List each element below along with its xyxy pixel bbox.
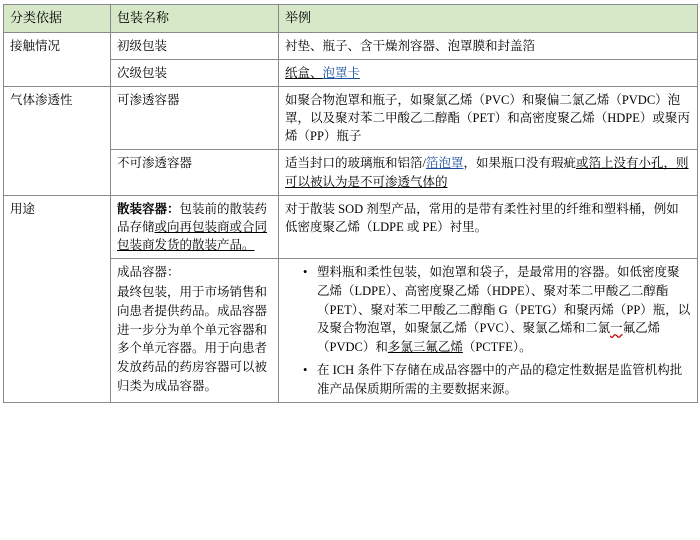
package-name-secondary: 次级包装 [111,59,279,86]
column-header-category: 分类依据 [4,5,111,33]
bulk-container-desc-1: 包装前的散装药品存储 [117,201,268,234]
example-finished-container [279,259,698,403]
column-header-example: 举例 [279,5,698,33]
example-secondary-part-1: 纸盒、 [285,65,323,80]
package-name-impermeable: 不可渗透容器 [111,150,279,195]
package-name-permeable: 可渗透容器 [111,87,279,150]
bullet1-part-2: 一 [610,321,623,336]
list-item [303,361,691,399]
example-permeable: 如聚合物泡罩和瓶子，如聚氯乙烯（PVC）和聚偏二氯乙烯（PVDC）泡罩，以及聚对苯二甲酸乙二醇酯（PET）和高密度聚乙烯（HDPE）或聚丙烯（PP）瓶子 [279,87,698,150]
example-impermeable-part-1: 适当封口的玻璃瓶和铝箔/ [285,156,426,171]
bullet1-part-3: 氟乙烯（PVDC）和 [317,321,661,355]
bullet1-part-4: 多氯三氟乙烯 [387,340,463,355]
package-name-primary: 初级包装 [111,32,279,59]
finished-container-desc: 最终包装，用于市场销售和向患者提供药品。成品容器进一步分为单个单元容器和多个单元容器。用于向患者发放药品的药房容器可以被归类为成品容器。 [117,285,268,393]
bulk-container-title: 散装容器： [117,201,180,216]
bulk-container-desc-2: 或向再包装商或合同包装商发货的散装产品。 [117,219,268,252]
finished-container-title: 成品容器： [117,265,180,280]
example-bulk-container: 对于散装 SOD 剂型产品，常用的是带有柔性衬里的纤维和塑料桶，例如低密度聚乙烯（LDPE 或 PE）衬里。 [279,195,698,258]
example-impermeable-part-4: 或箔上没有小孔，则可以被认为是不可渗透气体的 [285,156,689,189]
table-header [4,5,698,33]
bullet1-part-5: （PCTFE）。 [462,340,532,355]
package-name-bulk-container [111,195,279,258]
example-bullet-list [285,263,691,398]
column-header-package-name: 包装名称 [111,5,279,33]
document-page [0,4,700,540]
classification-table [3,4,698,403]
table-row [4,32,698,59]
table-row [4,87,698,150]
bullet1-part-1: 塑料瓶和柔性包装，如泡罩和袋子，是最常用的容器。如低密度聚乙烯（LDPE）、高密度聚乙烯（HDPE）、聚对苯二甲酸乙二醇酯（PET）、聚对苯二甲酸乙二醇酯 G（PETG）和聚丙烯（PP）瓶，以及聚合物泡罩，如聚氯乙烯（PVC）、聚氯乙烯和二氯 [317,265,691,336]
example-secondary [279,59,698,86]
category-contact: 接触情况 [4,32,111,86]
table-row [4,195,698,258]
package-name-finished-container [111,259,279,403]
table-body [4,32,698,403]
example-impermeable [279,150,698,195]
list-item [303,263,691,357]
example-impermeable-part-3: ，如果瓶口没有瑕疵 [463,156,577,171]
bullet2-part-1: 在 ICH 条件下存储在成品容器中的产品的稳定性数据是监管机构批准产品保质期所需的主要数据来源。 [317,362,683,396]
example-impermeable-link[interactable]: 箔泡罩 [425,156,464,171]
example-secondary-link[interactable]: 泡罩卡 [322,65,361,80]
category-usage: 用途 [4,195,111,403]
example-primary: 衬垫、瓶子、含干燥剂容器、泡罩膜和封盖箔 [279,32,698,59]
table-header-row [4,5,698,33]
category-gas-permeability: 气体渗透性 [4,87,111,196]
